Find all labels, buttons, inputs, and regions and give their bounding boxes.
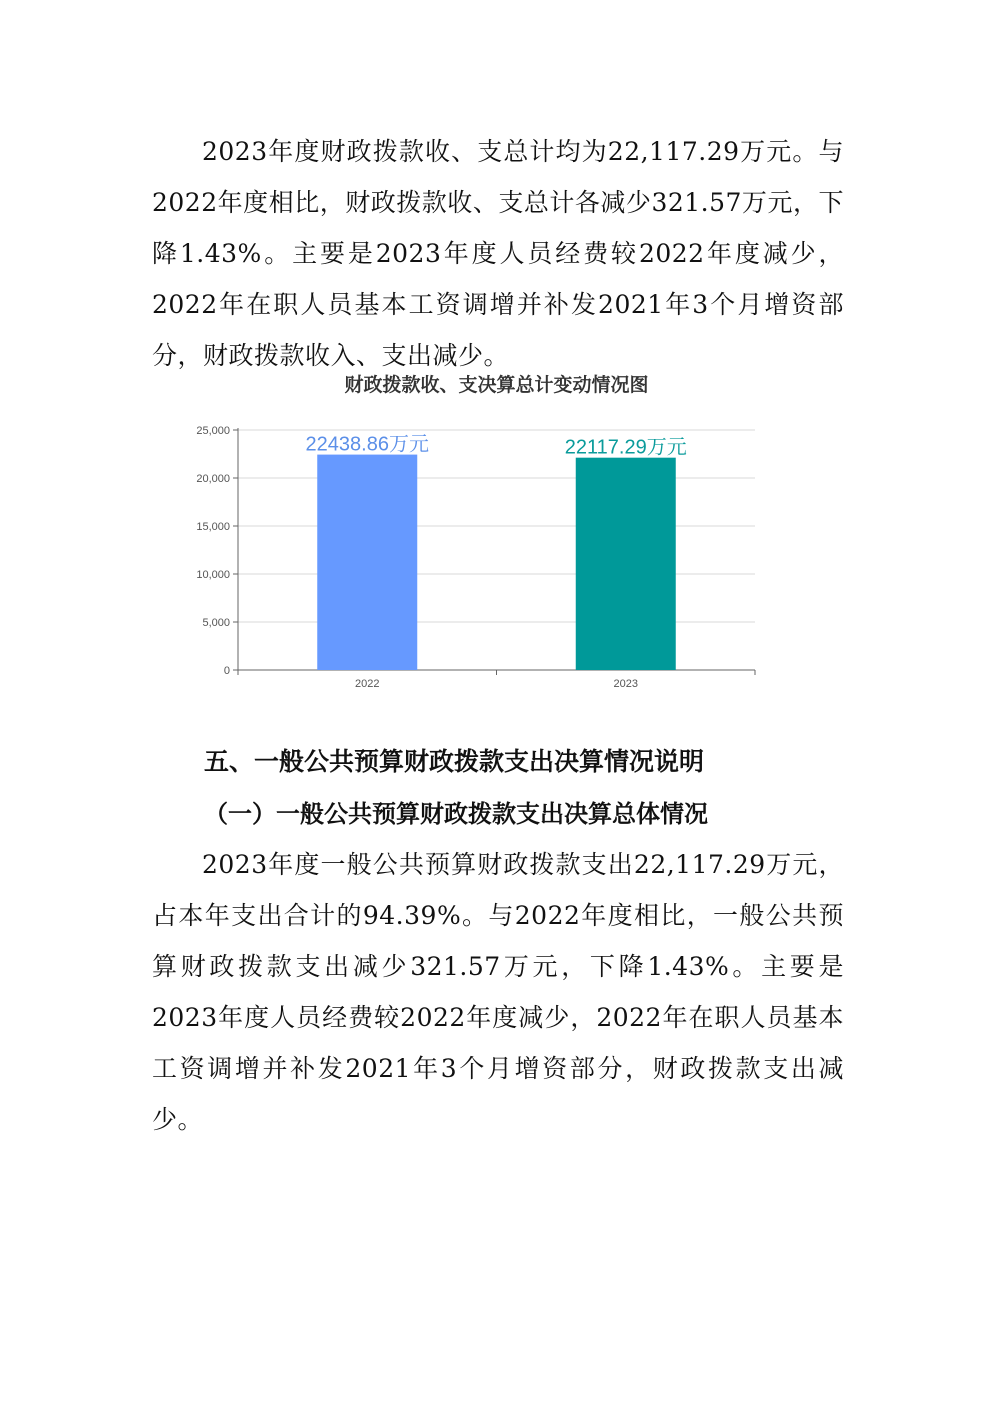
chart-bars <box>317 455 676 670</box>
bar-2022 <box>317 455 417 670</box>
bar-data-label-2023: 22117.29万元 <box>564 436 687 459</box>
y-tick-label: 0 <box>223 665 230 677</box>
x-tick-label-2023: 2023 <box>613 678 638 690</box>
bar-data-label-2022: 22438.86万元 <box>305 433 429 456</box>
section-heading: 五、一般公共预算财政拨款支出决算情况说明 <box>204 747 705 776</box>
chart-gridlines <box>238 430 755 622</box>
y-tick-label: 5,000 <box>202 617 230 629</box>
y-tick-label: 25,000 <box>196 425 230 437</box>
x-tick-label-2022: 2022 <box>355 678 380 690</box>
paragraph-appropriation-total: 2023年度财政拨款收、支总计均为22,117.29万元。与2022年度相比，财政拨款收、支总计各减少321.57万元，下降1.43%。主要是2023年度人员经费较2022年度减少，2022年在职人员基本工资调增并补发2021年3个月增资部分，财政拨款收入、支出减少。 <box>152 137 844 370</box>
paragraph-general-budget-expenditure: 2023年度一般公共预算财政拨款支出22,117.29万元，占本年支出合计的94.39%。与2022年度相比，一般公共预算财政拨款支出减少321.57万元，下降1.43%。主要是2023年度人员经费较2022年度减少，2022年在职人员基本工资调增并补发2021年3个月增资部分，财政拨款支出减少。 <box>152 850 844 1134</box>
y-tick-label: 10,000 <box>196 569 230 581</box>
subsection-heading: （一）一般公共预算财政拨款支出决算总体情况 <box>204 799 708 828</box>
appropriation-bar-chart <box>170 410 770 700</box>
y-tick-label: 15,000 <box>196 521 230 533</box>
chart-title: 财政拨款收、支决算总计变动情况图 <box>344 374 649 396</box>
chart-axes <box>233 428 755 675</box>
bar-2023 <box>576 458 676 670</box>
y-tick-label: 20,000 <box>196 473 230 485</box>
